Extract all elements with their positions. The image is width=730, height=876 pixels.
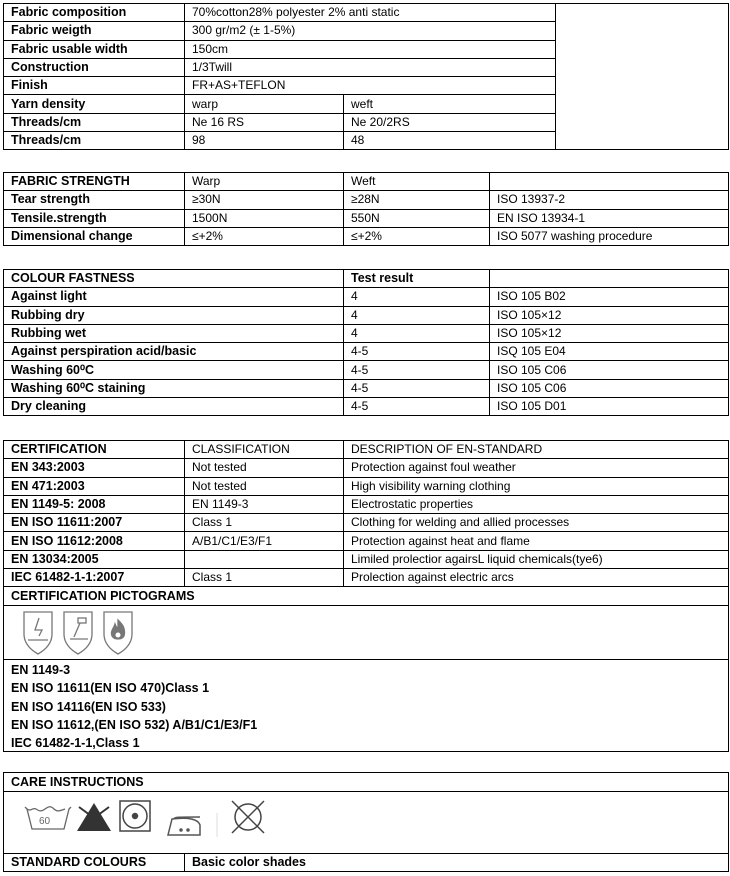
standard: ISO 105 C06 [490,379,729,397]
weft-value: ≤+2% [344,227,490,245]
standard: ISO 105 C06 [490,361,729,379]
wash-60-icon [25,807,71,829]
warp-value: 1500N [185,209,344,227]
list-item: EN ISO 11611(EN ISO 470)Class 1 [11,681,210,696]
standard: ISQ 105 E04 [490,343,729,361]
table-row [4,379,729,397]
fabric-strength-table [3,172,729,246]
table-header [4,173,729,191]
header-label: COLOUR FASTNESS [4,270,344,288]
table-row [4,227,729,245]
header-cert: CERTIFICATION [4,441,185,459]
standard: ISO 105 B02 [490,288,729,306]
table-row [4,532,729,550]
table-row [4,495,729,513]
row-label: Dimensional change [4,227,185,245]
weft-value: Ne 20/2RS [344,113,556,131]
row-label: Construction [4,58,185,76]
list-item: EN 1149-3 [11,663,71,677]
certification-name: EN 1149-5: 2008 [4,495,185,513]
weft-value: 48 [344,132,556,150]
weft-value: 550N [344,209,490,227]
row-label: Fabric usable width [4,40,185,58]
certification-name: EN ISO 11612:2008 [4,532,185,550]
weft-value: ≥28N [344,191,490,209]
list-item: IEC 61482-1-1,Class 1 [11,736,140,751]
row-label: Against perspiration acid/basic [4,343,344,361]
test-result: 4 [344,306,490,324]
table-row [4,209,729,227]
table-header [4,270,729,288]
test-result: 4 [344,288,490,306]
standard-colours-label: STANDARD COLOURS [4,854,185,872]
iron-icon [168,817,200,835]
list-item: EN ISO 11612,(EN ISO 532) A/B1/C1/E3/F1 [11,717,258,732]
row-label: Rubbing dry [4,306,344,324]
warp-value: ≤+2% [185,227,344,245]
row-value: 70%cotton28% polyester 2% anti static [185,4,556,22]
header-warp: Warp [185,173,344,191]
standard: ISO 105×12 [490,306,729,324]
standard: EN ISO 13934-1 [490,209,729,227]
standard-colours-value: Basic color shades [185,854,729,872]
description: Electrostatic properties [344,495,729,513]
row-label: Finish [4,77,185,95]
row-label: Threads/cm [4,113,185,131]
classification: A/B1/C1/E3/F1 [185,532,344,550]
table-header [4,441,729,459]
certification-list [3,659,729,752]
table-row [4,569,729,587]
fabric-specs-table [3,3,729,150]
welding-icon [64,612,92,654]
colour-fastness-table [3,269,729,416]
table-row [4,4,729,22]
classification: Class 1 [185,569,344,587]
certification-name: IEC 61482-1-1:2007 [4,569,185,587]
standard-colours-row [3,853,729,872]
row-label: Rubbing wet [4,324,344,342]
row-label: Threads/cm [4,132,185,150]
header-weft: Weft [344,173,490,191]
warp-value: 98 [185,132,344,150]
table-row [4,398,729,416]
list-item: EN ISO 14116(EN ISO 533) [11,699,166,714]
pictograms-header [4,587,729,605]
tumble-dry-icon [120,801,150,831]
electrostatic-icon [24,612,52,654]
table-row [4,191,729,209]
test-result: 4-5 [344,398,490,416]
table-row [4,343,729,361]
row-value: FR+AS+TEFLON [185,77,556,95]
table-row [4,306,729,324]
warp-value: Ne 16 RS [185,113,344,131]
classification: Class 1 [185,514,344,532]
row-label: Yarn density [4,95,185,113]
table-row [4,324,729,342]
row-label: Against light [4,288,344,306]
row-label: Washing 60⁰C staining [4,379,344,397]
weft-value: weft [344,95,556,113]
description: Limiled prolectior agairsL liquid chemicals(tye6) [344,550,729,568]
classification: Not tested [185,459,344,477]
certification-name: EN 343:2003 [4,459,185,477]
svg-text:60: 60 [39,816,51,827]
test-result: 4 [344,324,490,342]
certification-name: EN 471:2003 [4,477,185,495]
certification-table [3,440,729,606]
table-row [4,361,729,379]
no-bleach-icon [77,803,111,831]
row-label: Fabric composition [4,4,185,22]
test-result: 4-5 [344,343,490,361]
pictograms-title: CERTIFICATION PICTOGRAMS [4,587,729,605]
description: Protection against foul weather [344,459,729,477]
table-row [4,477,729,495]
header-label: FABRIC STRENGTH [4,173,185,191]
warp-value: ≥30N [185,191,344,209]
header-desc: DESCRIPTION OF EN-STANDARD [344,441,729,459]
table-row [4,459,729,477]
description: Prolection against electric arcs [344,569,729,587]
care-instructions [3,772,729,872]
table-row [4,514,729,532]
test-result: 4-5 [344,361,490,379]
table-row [4,288,729,306]
table-row [4,550,729,568]
row-value: 1/3Twill [185,58,556,76]
row-label: Dry cleaning [4,398,344,416]
description: Protection against heat and flame [344,532,729,550]
standard: ISO 13937-2 [490,191,729,209]
classification [185,550,344,568]
standard: ISO 105 D01 [490,398,729,416]
row-label: Tear strength [4,191,185,209]
row-label: Washing 60⁰C [4,361,344,379]
certification-name: EN ISO 11611:2007 [4,514,185,532]
row-label: Fabric weigth [4,22,185,40]
warp-value: warp [185,95,344,113]
test-result: 4-5 [344,379,490,397]
flame-icon [104,612,132,654]
no-dry-clean-icon [232,801,264,833]
description: High visibility warning clothing [344,477,729,495]
header-result: Test result [344,270,490,288]
description: Clothing for welding and allied processes [344,514,729,532]
certification-name: EN 13034:2005 [4,550,185,568]
classification: EN 1149-3 [185,495,344,513]
header-class: CLASSIFICATION [185,441,344,459]
standard: ISO 5077 washing procedure [490,227,729,245]
standard: ISO 105×12 [490,324,729,342]
row-label: Tensile.strength [4,209,185,227]
pictograms-box [3,604,729,660]
row-value: 300 gr/m2 (± 1-5%) [185,22,556,40]
classification: Not tested [185,477,344,495]
care-title: CARE INSTRUCTIONS [4,773,728,792]
row-value: 150cm [185,40,556,58]
